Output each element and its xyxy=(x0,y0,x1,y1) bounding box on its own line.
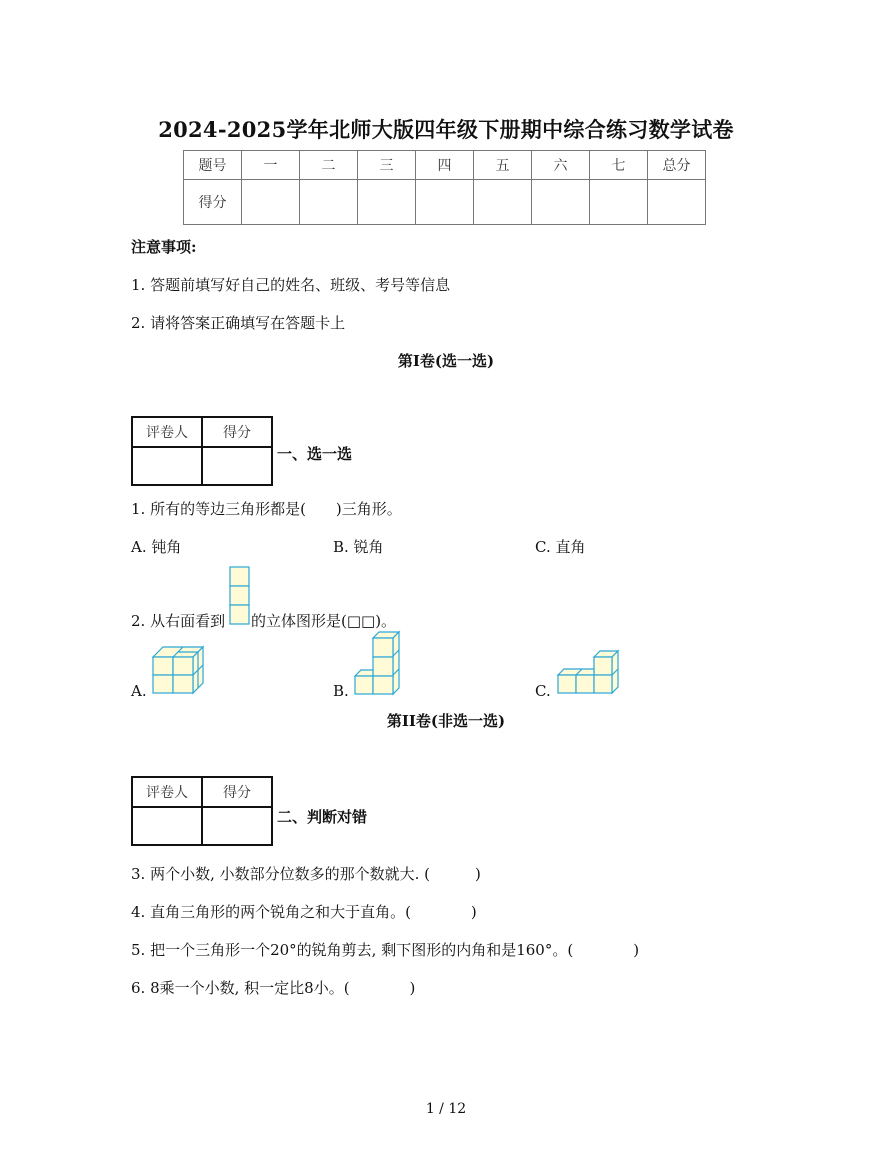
question-5: 5. 把一个三角形一个20°的锐角剪去, 剩下图形的内角和是160°。( ) xyxy=(131,941,640,959)
grader-cell xyxy=(202,447,272,485)
score-cell xyxy=(358,180,416,225)
question-2-after: 的立体图形是(□□)。 xyxy=(251,612,397,630)
option-b: B. 锐角 xyxy=(333,538,384,556)
right-view-figure xyxy=(229,566,251,626)
score-header-cell: 总分 xyxy=(648,151,706,180)
score-row-label: 得分 xyxy=(184,180,242,225)
score-header-cell: 题号 xyxy=(184,151,242,180)
part2-title: 第II卷(非选一选) xyxy=(386,712,506,730)
score-header-cell: 七 xyxy=(590,151,648,180)
grader-cell xyxy=(202,807,272,845)
view-square xyxy=(230,605,249,624)
question-1: 1. 所有的等边三角形都是( )三角形。 xyxy=(131,500,402,518)
cube-figure-b xyxy=(353,630,401,696)
option-c: C. xyxy=(535,682,551,700)
score-cell xyxy=(532,180,590,225)
option-b: B. xyxy=(333,682,349,700)
grader-label: 得分 xyxy=(202,417,272,447)
view-square xyxy=(230,567,249,586)
score-header-cell: 六 xyxy=(532,151,590,180)
score-header-cell: 二 xyxy=(300,151,358,180)
grader-box xyxy=(131,776,273,846)
score-cell xyxy=(474,180,532,225)
grader-cell xyxy=(132,447,202,485)
view-square xyxy=(230,586,249,605)
page-number: 1 / 12 xyxy=(425,1101,467,1117)
question-2-before: 2. 从右面看到 xyxy=(131,612,226,630)
grader-label: 得分 xyxy=(202,777,272,807)
score-cell xyxy=(242,180,300,225)
score-header-cell: 一 xyxy=(242,151,300,180)
section-heading: 二、判断对错 xyxy=(277,808,368,826)
score-header-cell: 三 xyxy=(358,151,416,180)
exam-title: 2024-2025学年北师大版四年级下册期中综合练习数学试卷 xyxy=(158,117,734,142)
cube-figure-a xyxy=(151,641,207,697)
option-a: A. xyxy=(131,682,147,700)
score-cell xyxy=(590,180,648,225)
score-table xyxy=(183,150,706,225)
score-cell xyxy=(416,180,474,225)
question-4: 4. 直角三角形的两个锐角之和大于直角。( ) xyxy=(131,903,477,921)
option-a: A. 钝角 xyxy=(131,538,182,556)
score-cell xyxy=(300,180,358,225)
question-6: 6. 8乘一个小数, 积一定比8小。( ) xyxy=(131,979,416,997)
score-cell xyxy=(648,180,706,225)
note-item: 2. 请将答案正确填写在答题卡上 xyxy=(131,314,346,332)
note-item: 1. 答题前填写好自己的姓名、班级、考号等信息 xyxy=(131,276,451,294)
question-3: 3. 两个小数, 小数部分位数多的那个数就大. ( ) xyxy=(131,865,481,883)
section-heading: 一、选一选 xyxy=(277,445,353,463)
notes-heading: 注意事项: xyxy=(131,238,197,256)
part1-title: 第I卷(选一选) xyxy=(397,352,495,370)
score-header-cell: 五 xyxy=(474,151,532,180)
cube-figure-c xyxy=(556,649,622,695)
grader-label: 评卷人 xyxy=(132,777,202,807)
score-header-cell: 四 xyxy=(416,151,474,180)
grader-label: 评卷人 xyxy=(132,417,202,447)
option-c: C. 直角 xyxy=(535,538,586,556)
grader-cell xyxy=(132,807,202,845)
grader-box xyxy=(131,416,273,486)
